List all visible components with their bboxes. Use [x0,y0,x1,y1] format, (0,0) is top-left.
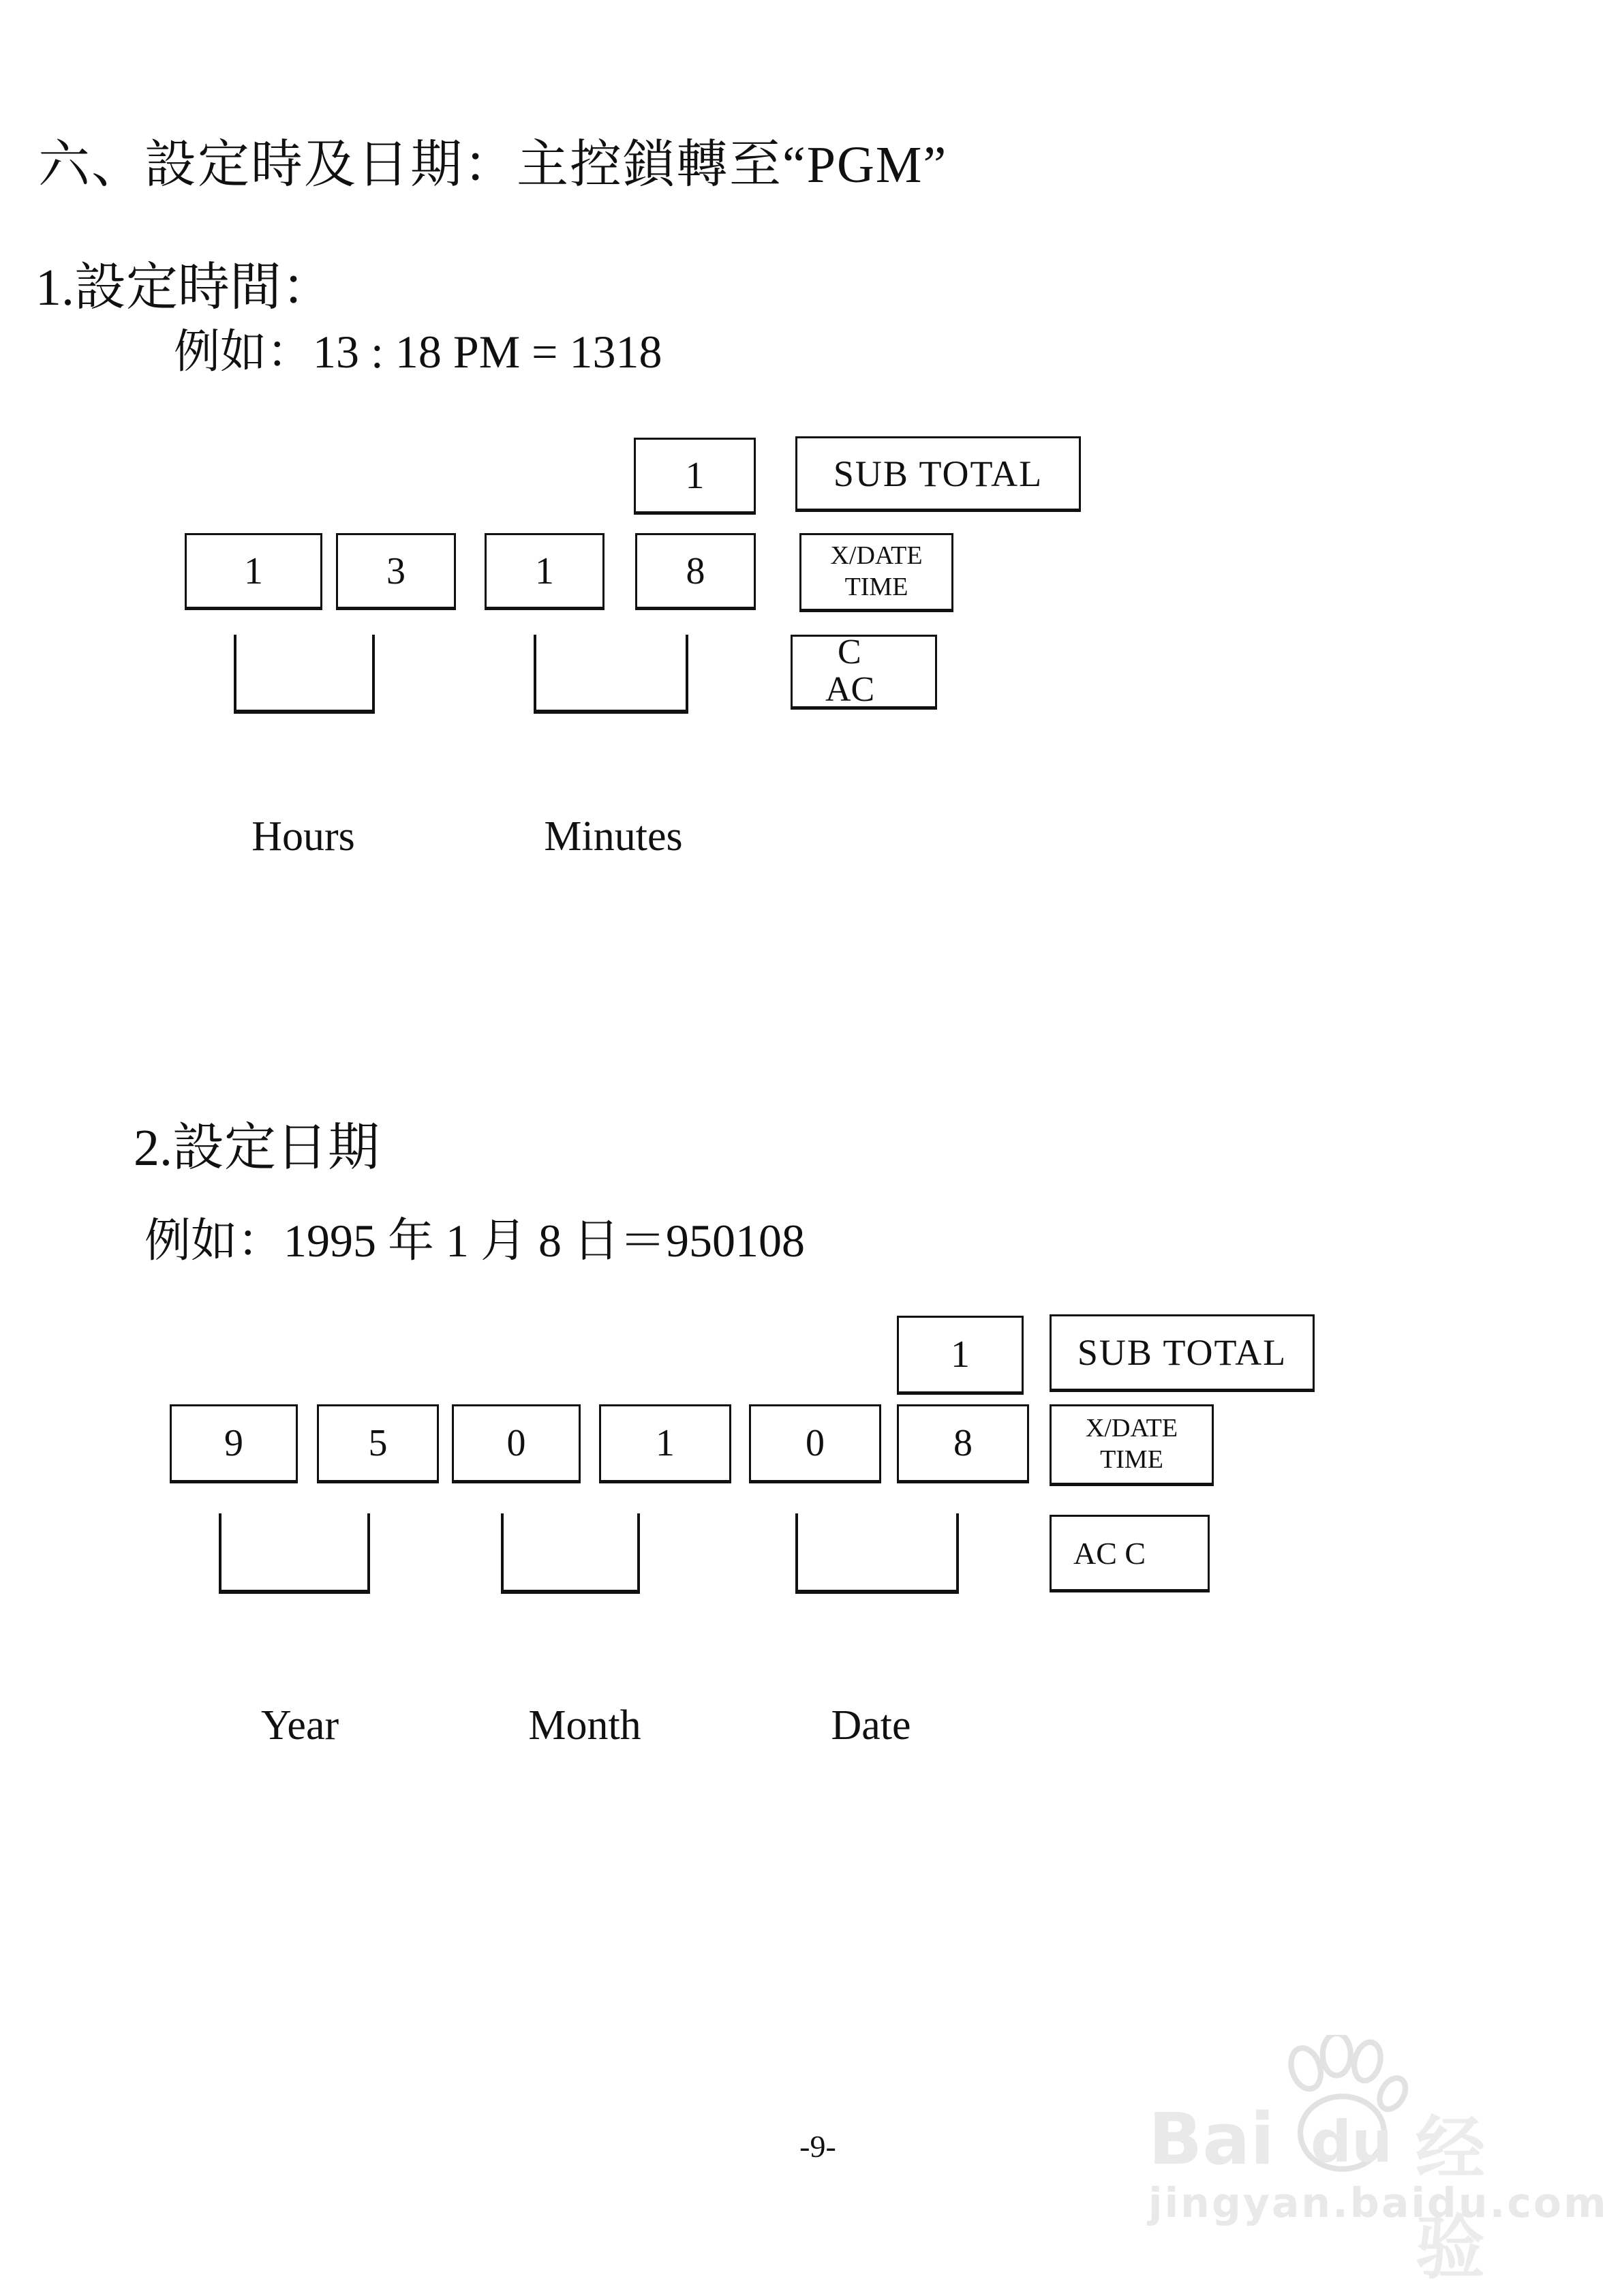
key-digit-date-tens: 0 [749,1404,881,1483]
key-digit-minute-tens: 1 [485,533,605,610]
date-label: Date [831,1702,911,1749]
key-x-date-line: X/DATE [830,541,923,571]
section-date-heading: 2.設定日期 [134,1119,380,1177]
key-ac-c: AC C [1050,1515,1210,1592]
key-digit-date-ones: 8 [897,1404,1029,1483]
section-time-example: 例如：13 : 18 PM = 1318 [174,326,662,378]
key-x-date-time [1050,1404,1214,1486]
key-sub-total: SUB TOTAL [795,436,1081,512]
page-title: 六、設定時及日期：主控鎖轉至“PGM” [38,136,948,194]
key-digit-minute-ones: 8 [635,533,756,610]
section-time-heading: 1.設定時間： [35,259,333,316]
month-group-bracket [501,1513,640,1594]
baidu-logo-du: du [1311,2109,1392,2175]
minutes-group-bracket [534,635,688,714]
key-digit-month-tens: 0 [452,1404,581,1483]
hours-group-bracket [234,635,375,714]
key-time-line: TIME [844,573,908,601]
year-group-bracket [219,1513,370,1594]
key-c-ac [791,635,937,710]
minutes-label: Minutes [544,813,683,860]
key-x-date-time [799,533,953,612]
hours-label: Hours [251,813,355,860]
key-ac-line: AC [825,670,875,709]
key-time-line: TIME [1100,1445,1163,1474]
section-date-example: 例如：1995 年 1 月 8 日＝950108 [144,1215,806,1267]
key-digit-year-ones: 5 [317,1404,439,1483]
year-label: Year [260,1702,339,1749]
baidu-jingyan-characters: 经验 [1416,2109,1488,2289]
key-c-line: C [838,633,861,672]
key-digit-month-ones: 1 [599,1404,731,1483]
baidu-logo-bai: Bai [1148,2098,1275,2181]
key-digit-hour-ones: 3 [336,533,456,610]
key-1-top: 1 [897,1316,1024,1395]
baidu-jingyan-watermark [1148,2035,1608,2289]
key-x-date-line: X/DATE [1085,1414,1178,1443]
date-group-bracket [795,1513,959,1594]
watermark-url: jingyan.baidu.com [1148,2179,1608,2227]
key-sub-total: SUB TOTAL [1050,1314,1315,1392]
page-number: -9- [799,2129,836,2164]
key-digit-hour-tens: 1 [185,533,322,610]
key-digit-year-tens: 9 [170,1404,298,1483]
month-label: Month [528,1702,641,1749]
key-1-top: 1 [634,438,756,515]
